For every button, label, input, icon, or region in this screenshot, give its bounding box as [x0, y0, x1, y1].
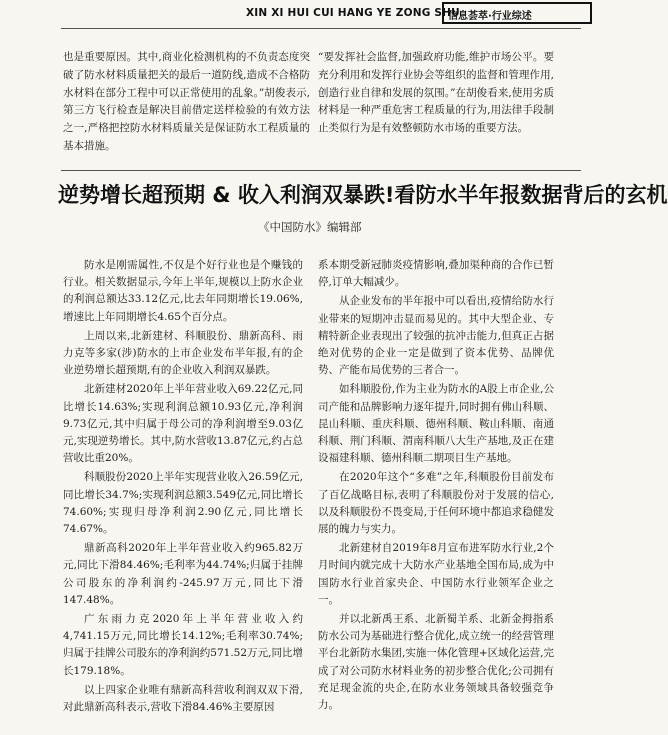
paragraph: 如科顺股份,作为主业为防水的A股上市企业,公司产能和品牌影响力逐年提升,同时拥有佛山科顺、昆山科顺、重庆科顺、德州科顺、鞍山科顺、南通科顺、荆门科顺、渭南科顺八大生产基地,及正在建设福建科顺、德州科顺二期项目生产基地。 — [318, 383, 554, 465]
paragraph: 以上四家企业唯有鼎新高科营收利润双双下滑,对此鼎新高科表示,营收下滑84.46%主要原因 — [63, 683, 303, 714]
paragraph: 科顺股份2020上半年实现营业收入26.59亿元,同比增长34.7%;实现利润总额3.549亿元,同比增长74.60%;实现归母净利润2.90亿元,同比增长74.67%。 — [63, 471, 303, 536]
paragraph: 北新建材2020年上半年营业收入69.22亿元,同比增长14.63%;实现利润总额10.93亿元,净利润9.73亿元,其中归属于母公司的净利润增至9.03亿元,实现逆势增长。其中,防水营收13.87亿元,约占总营收比重20%。 — [63, 383, 303, 465]
paragraph: 广东雨力克2020年上半年营业收入约4,741.15万元,同比增长14.12%;毛利率30.74%;归属于挂牌公司股东的净利润约571.52万元,同比增长179.18%。 — [63, 613, 303, 677]
article-left-column — [63, 257, 303, 718]
paragraph: 上周以来,北新建材、科顺股份、鼎新高科、雨力克等多家(涉)防水的上市企业发布半年报,有的企业逆势增长超预期,有的企业收入利润双暴跌。 — [63, 329, 303, 377]
top-left-text: 也是重要原因。其中,商业化检测机构的不负责态度突破了防水材料质量把关的最后一道防线,造成不合格防水材料在部分工程中可以正常使用的乱象。”胡俊表示,第三方飞行检查是解决目前借定送样检验的有效方法之一,严格把控防水材料质量关是保证防水工程质量的基本措施。 — [63, 51, 310, 152]
title-rule-top — [61, 170, 581, 171]
paragraph: 鼎新高科2020年上半年营业收入约965.82万元,同比下滑84.46%;毛利率为44.74%;归属于挂牌公司股东的净利润约-245.97万元,同比下滑147.48%。 — [63, 542, 303, 606]
top-right-text: “要发挥社会监督,加强政府功能,维护市场公平。要充分利用和发挥行业协会等组织的监督和管理作用,创造行业自律和发展的氛围。”在胡俊看来,使用劣质材料是一种严重危害工程质量的行为,用法律手段制止类似行为是有效整顿防水市场的重要方法。 — [318, 51, 554, 135]
header-pinyin: XIN XI HUI CUI HANG YE ZONG SHU — [246, 7, 460, 19]
paragraph: 北新建材自2019年8月宣布进军防水行业,2个月时间内就完成十大防水产业基地全国布局,成为中国防水行业首家央企、中国防水行业领军企业之一。 — [318, 542, 554, 606]
article-title: 逆势增长超预期 & 收入利润双暴跌!看防水半年报数据背后的玄机 — [58, 183, 668, 207]
paragraph: 从企业发布的半年报中可以看出,疫情给防水行业带来的短期冲击显而易见的。其中大型企业、专精特新企业表现出了较强的抗冲击能力,但真正占据绝对优势的企业一定是做到了资本优势、品牌优势、产能布局优势的三者合一。 — [318, 295, 554, 377]
paragraph: 系本期受新冠肺炎疫情影响,叠加渠种商的合作已暂停,订单大幅减少。 — [318, 259, 554, 289]
page-header — [0, 0, 600, 26]
article-byline: 《中国防水》编辑部 — [258, 220, 362, 234]
paragraph: 在2020年这个“多难”之年,科顺股份目前发布了百亿战略目标,表明了科顺股份对于发展的信心,以及科顺股份不畏变局,于任何环境中都追求稳健发展的魄力与实力。 — [318, 471, 554, 536]
section-title: 信息荟萃·行业综述 — [448, 11, 532, 22]
article-right-column — [318, 257, 554, 716]
paragraph: 并以北新禹王系、北新蜀羊系、北新金拇指系防水公司为基础进行整合优化,成立统一的经营管理平台北新防水集团,实施一体化管理+区域化运营,完成了对公司防水材料业务的初步整合优化;公司拥有充足现金流的央企,在防水业务领域具备较强竞争力。 — [318, 613, 554, 712]
paragraph: 防水是刚需属性,不仅是个好行业也是个赚钱的行业。相关数据显示,今年上半年,规模以上防水企业的利润总额达33.12亿元,比去年同期增长19.06%,增速比上年同期增长4.65个百分点。 — [63, 259, 303, 323]
header-rule — [61, 28, 581, 29]
